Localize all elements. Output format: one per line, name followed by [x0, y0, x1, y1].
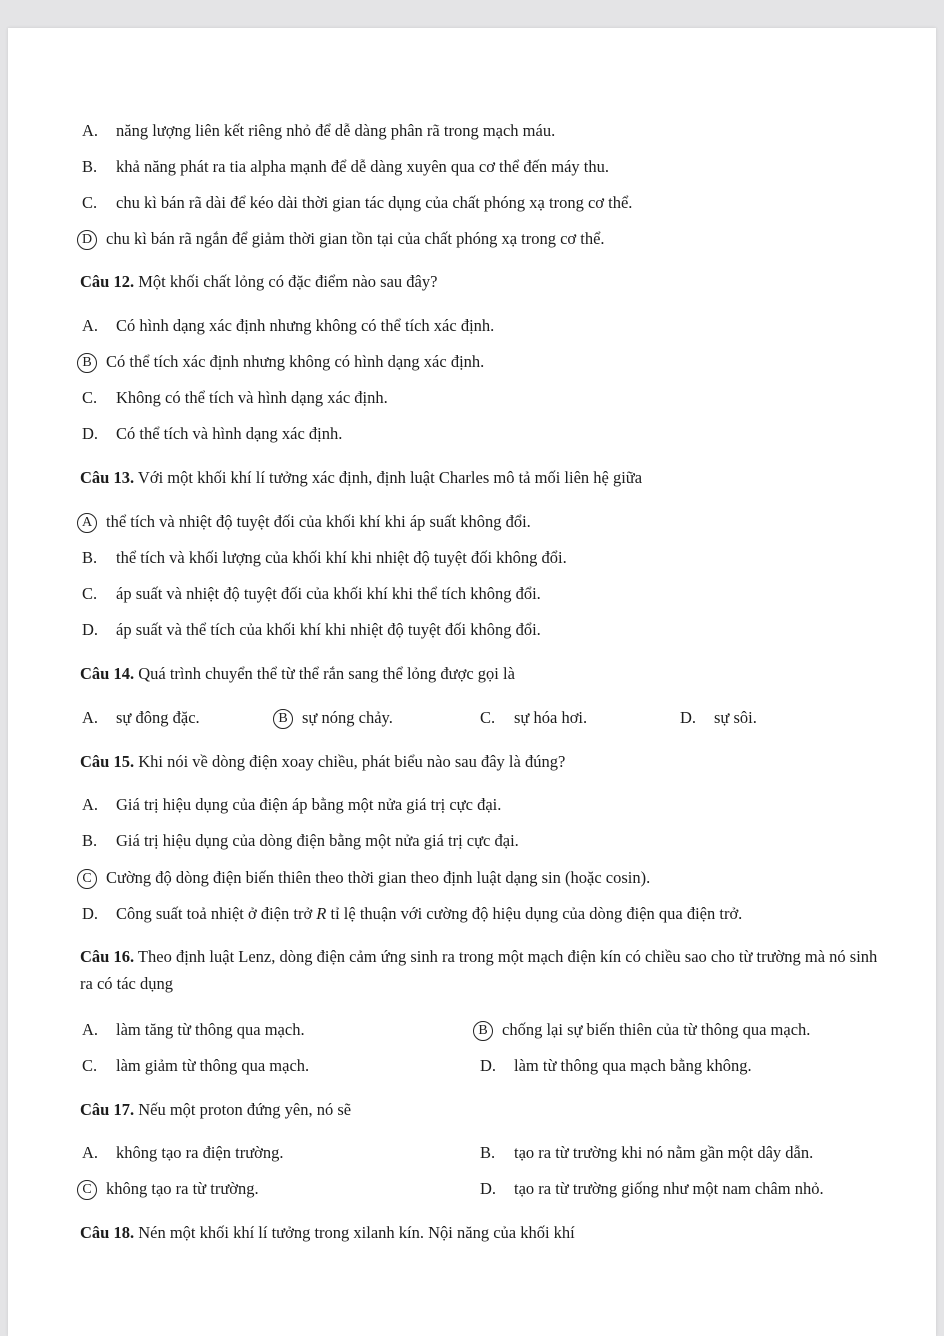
q11-option-b: B. khả năng phát ra tia alpha mạnh để dễ dàng xuyên qua cơ thể đến máy thu.	[82, 157, 610, 176]
q17-prompt: Câu 17. Nếu một proton đứng yên, nó sẽ	[80, 1100, 352, 1119]
q15-option-c-selected: C Cường độ dòng điện biến thiên theo thời gian theo định luật dạng sin (hoặc cosin).	[82, 866, 650, 890]
q13-prompt: Câu 13. Với một khối khí lí tưởng xác định, định luật Charles mô tả mối liên hệ giữa	[80, 468, 643, 487]
q12-option-c: C. Không có thể tích và hình dạng xác định.	[82, 388, 388, 407]
circled-answer-mark: C	[77, 869, 97, 889]
q17-option-d: D. tạo ra từ trường giống như một nam châm nhỏ.	[480, 1179, 824, 1198]
q15-option-b: B. Giá trị hiệu dụng của dòng điện bằng một nửa giá trị cực đại.	[82, 831, 519, 850]
q14-option-c: C. sự hóa hơi.	[480, 708, 588, 727]
q15-option-d: D. Công suất toả nhiệt ở điện trở R tỉ lệ thuận với cường độ hiệu dụng của dòng điện qua điện trở.	[82, 904, 743, 923]
q16-prompt: Câu 16. Theo định luật Lenz, dòng điện cảm ứng sinh ra trong một mạch điện kín có chiều sao cho từ trường mà nó sinh ra có tác dụng	[80, 947, 878, 993]
q13-option-a-selected: A thể tích và nhiệt độ tuyệt đối của khối khí khi áp suất không đổi.	[82, 510, 531, 534]
q13-option-b: B. thể tích và khối lượng của khối khí khi nhiệt độ tuyệt đối không đổi.	[82, 548, 567, 567]
exam-page	[8, 28, 936, 1336]
q12-option-d: D. Có thể tích và hình dạng xác định.	[82, 424, 343, 443]
circled-answer-mark: B	[473, 1021, 493, 1041]
circled-answer-mark: C	[77, 1180, 97, 1200]
q11-option-c: C. chu kì bán rã dài để kéo dài thời gian tác dụng của chất phóng xạ trong cơ thể.	[82, 193, 633, 212]
q16-option-b-selected: B chống lại sự biến thiên của từ thông qua mạch.	[478, 1018, 810, 1042]
circled-answer-mark: A	[77, 513, 97, 533]
q11-option-d-selected: D chu kì bán rã ngắn để giảm thời gian tồn tại của chất phóng xạ trong cơ thể.	[82, 227, 605, 251]
q12-prompt: Câu 12. Một khối chất lỏng có đặc điểm nào sau đây?	[80, 272, 438, 291]
q15-prompt: Câu 15. Khi nói về dòng điện xoay chiều, phát biểu nào sau đây là đúng?	[80, 752, 566, 771]
q16-option-d: D. làm từ thông qua mạch bằng không.	[480, 1056, 752, 1075]
q16-option-a: A. làm tăng từ thông qua mạch.	[82, 1020, 305, 1039]
q16-option-c: C. làm giảm từ thông qua mạch.	[82, 1056, 310, 1075]
q17-option-b: B. tạo ra từ trường khi nó nằm gần một dây dẫn.	[480, 1143, 814, 1162]
circled-answer-mark: B	[273, 709, 293, 729]
q14-option-d: D. sự sôi.	[680, 708, 757, 727]
q18-prompt: Câu 18. Nén một khối khí lí tưởng trong xilanh kín. Nội năng của khối khí	[80, 1223, 575, 1242]
q17-option-c-selected: C không tạo ra từ trường.	[82, 1177, 259, 1201]
q13-option-c: C. áp suất và nhiệt độ tuyệt đối của khối khí khi thể tích không đổi.	[82, 584, 541, 603]
circled-answer-mark: D	[77, 230, 97, 250]
q14-prompt: Câu 14. Quá trình chuyển thể từ thể rắn sang thể lỏng được gọi là	[80, 664, 515, 683]
q14-option-b-selected: B sự nóng chảy.	[278, 706, 393, 730]
q12-option-b-selected: B Có thể tích xác định nhưng không có hình dạng xác định.	[82, 350, 484, 374]
circled-answer-mark: B	[77, 353, 97, 373]
q17-option-a: A. không tạo ra điện trường.	[82, 1143, 284, 1162]
q15-option-a: A. Giá trị hiệu dụng của điện áp bằng một nửa giá trị cực đại.	[82, 795, 502, 814]
q12-option-a: A. Có hình dạng xác định nhưng không có thể tích xác định.	[82, 316, 495, 335]
q13-option-d: D. áp suất và thể tích của khối khí khi nhiệt độ tuyệt đối không đổi.	[82, 620, 541, 639]
q14-option-a: A. sự đông đặc.	[82, 708, 200, 727]
q11-option-a: A. năng lượng liên kết riêng nhỏ để dễ dàng phân rã trong mạch máu.	[82, 121, 556, 140]
